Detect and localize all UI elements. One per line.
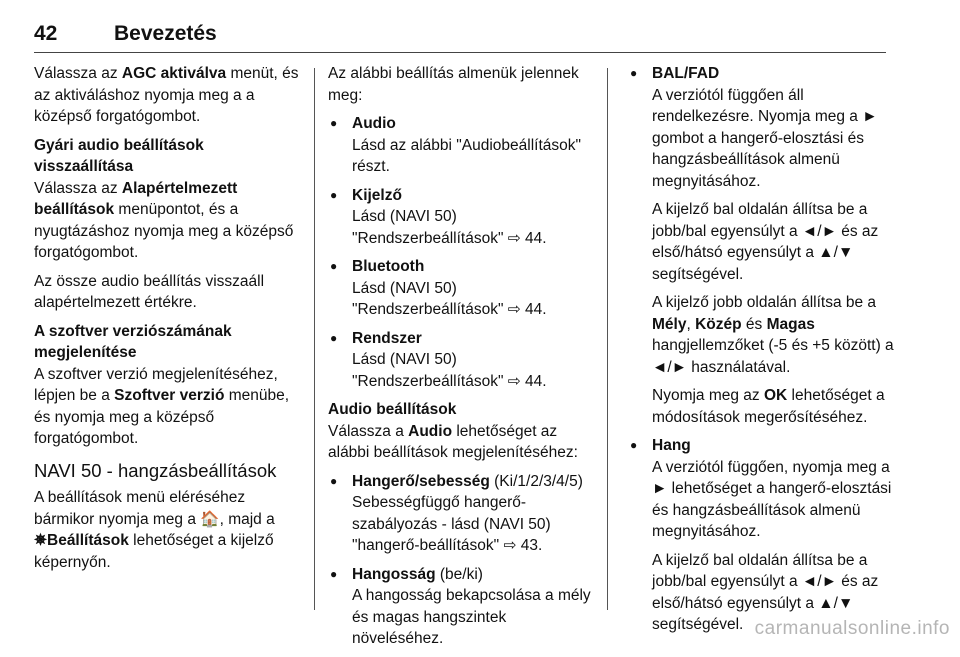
list-item: ● Audio Lásd az alábbi "Audiobeállítások" részt. [328, 113, 596, 178]
list-item: ● Rendszer Lásd (NAVI 50) "Rendszerbeállítások" ⇨ 44. [328, 328, 596, 393]
list-item: ● BAL/FAD A verziótól függően áll rendelkezésre. Nyomja meg a ► gombot a hangerő-elosztási és hangzásbeállítások almenü megnyitásához. A kijelző bal oldalán állítsa be a jobb/bal egyensúlyt a ◄/► és az első/hátsó egyensúlyt a ▲/▼ segítségével. A kijelző jobb oldalán állítsa be a Mély, Közép és Magas hangjellemzőket (-5 és +5 között) a ◄/► használatával. Nyomja meg az OK lehetőséget a módosítások megerősítéséhez. [628, 63, 898, 428]
column-divider-1 [314, 68, 315, 610]
audio-settings-heading: Audio beállítások [328, 401, 457, 418]
software-version-heading: A szoftver verziószámának megjelenítése [34, 322, 232, 361]
list-item: ● Hangosság (be/ki) A hangosság bekapcsolása a mély és magas hangszintek növeléséhez. [328, 564, 596, 650]
watermark: carmanualsonline.info [754, 618, 950, 639]
list-item: ● Hang A verziótól függően, nyomja meg a ► lehetőséget a hangerő-elosztási és hangzásbeállítások almenü megnyitásához. A kijelző bal oldalán állítsa be a jobb/bal egyensúlyt a ◄/► és az első/hátsó egyensúlyt a ▲/▼ segítségével. [628, 435, 898, 636]
settings-gear-icon: ✵ [34, 532, 47, 549]
agc-paragraph: Válassza az AGC aktiválva menüt, és az aktiváláshoz nyomja meg a a középső forgatógombot. [34, 65, 299, 125]
column-1 [34, 63, 302, 580]
audio-settings-paragraph: Válassza a Audio lehetőséget az alábbi beállítások megjelenítéséhez: [328, 422, 578, 461]
factory-reset-paragraph: Válassza az Alapértelmezett beállítások menüpontot, és a nyugtázáshoz nyomja meg a középső forgatógombot. [34, 179, 294, 261]
column-3 [628, 63, 898, 643]
submenu-intro: Az alábbi beállítás almenük jelennek meg: [328, 65, 579, 104]
column-divider-2 [607, 68, 608, 610]
software-version-paragraph: A szoftver verzió megjelenítéséhez, lépjen be a Szoftver verzió menübe, és nyomja meg a középső forgatógombot. [34, 365, 290, 447]
chapter-title: Bevezetés [114, 22, 217, 45]
navi50-sound-heading: NAVI 50 - hangzásbeállítások [34, 459, 277, 481]
column-2 [328, 63, 596, 657]
reset-note-paragraph: Az össze audio beállítás visszaáll alapértelmezett értékre. [34, 272, 265, 311]
page-number: 42 [34, 22, 58, 45]
list-item: ● Kijelző Lásd (NAVI 50) "Rendszerbeállítások" ⇨ 44. [328, 185, 596, 250]
home-icon: 🏠 [200, 510, 220, 528]
page-header [34, 22, 886, 53]
factory-reset-heading: Gyári audio beállítások visszaállítása [34, 136, 204, 175]
settings-access-paragraph: A beállítások menü eléréséhez bármikor nyomja meg a 🏠, majd a ✵Beállítások lehetőséget a kijelző képernyőn. [34, 489, 275, 571]
list-item: ● Hangerő/sebesség (Ki/1/2/3/4/5) Sebességfüggő hangerő-szabályozás - lásd (NAVI 50) "hangerő-beállítások" ⇨ 43. [328, 471, 596, 557]
list-item: ● Bluetooth Lásd (NAVI 50) "Rendszerbeállítások" ⇨ 44. [328, 256, 596, 321]
